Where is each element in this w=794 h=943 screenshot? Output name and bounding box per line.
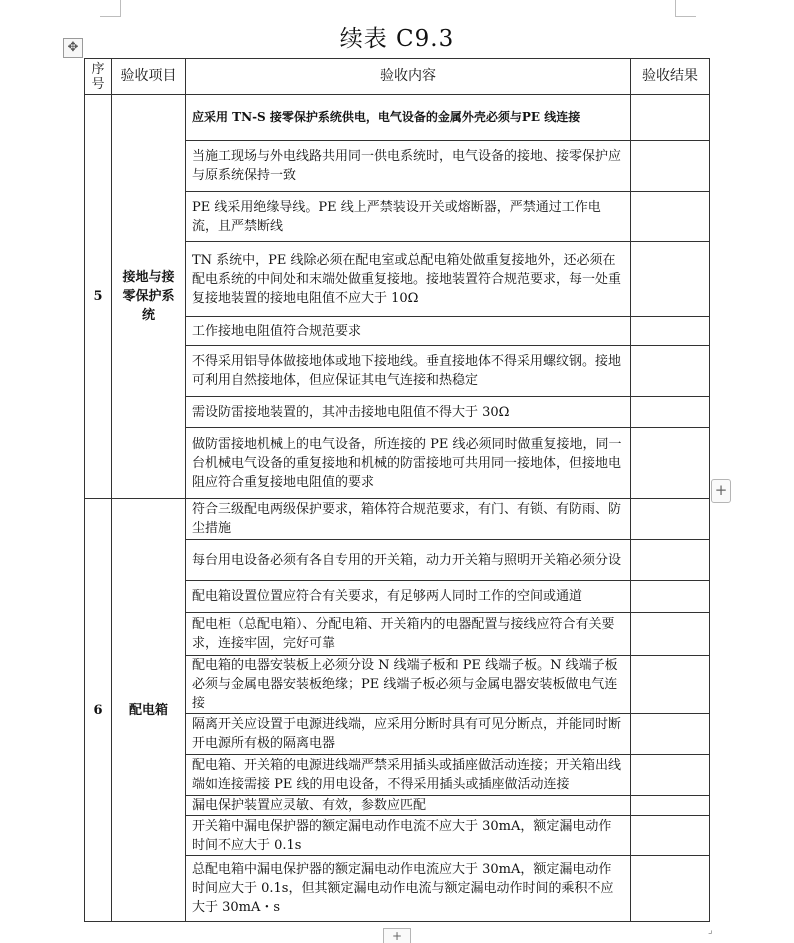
add-row-plus-icon[interactable]: + (711, 479, 731, 503)
item-cell: 配电箱 (112, 499, 186, 922)
page-title: 续表 C9.3 (339, 26, 455, 52)
content-cell[interactable]: 工作接地电阻值符合规范要求 (186, 317, 631, 346)
result-cell[interactable] (631, 796, 710, 816)
content-cell[interactable]: 当施工现场与外电线路共用同一供电系统时，电气设备的接地、接零保护应与原系统保持一致 (186, 141, 631, 192)
content-cell[interactable]: 开关箱中漏电保护器的额定漏电动作电流不应大于 30mA，额定漏电动作时间不应大于 0.1s (186, 816, 631, 856)
table-resize-handle-icon[interactable]: ⌟ (708, 925, 713, 936)
add-column-plus-icon[interactable]: + (383, 928, 411, 943)
content-cell[interactable]: 配电柜（总配电箱）、分配电箱、开关箱内的电器配置与接线应符合有关要求，连接牢固，完好可靠 (186, 613, 631, 656)
result-cell[interactable] (631, 317, 710, 346)
result-cell[interactable] (631, 397, 710, 428)
result-cell[interactable] (631, 581, 710, 613)
result-cell[interactable] (631, 95, 710, 141)
table-row (85, 95, 710, 141)
result-cell[interactable] (631, 428, 710, 499)
content-cell[interactable]: 应采用 TN-S 接零保护系统供电，电气设备的金属外壳必须与PE 线连接 (186, 95, 631, 141)
acceptance-table (84, 58, 710, 922)
header-seq: 序号 (85, 59, 112, 95)
content-cell[interactable]: 配电箱的电器安装板上必须分设 N 线端子板和 PE 线端子板。N 线端子板必须与金属电器安装板绝缘；PE 线端子板必须与金属电器安装板做电气连接 (186, 656, 631, 714)
item-cell: 接地与接零保护系统 (112, 95, 186, 499)
content-cell[interactable]: 每台用电设备必须有各自专用的开关箱，动力开关箱与照明开关箱必须分设 (186, 540, 631, 581)
content-cell[interactable]: 配电箱、开关箱的电源进线端严禁采用插头或插座做活动连接；开关箱出线端如连接需接 PE 线的用电设备，不得采用插头或插座做活动连接 (186, 755, 631, 796)
content-cell[interactable]: 做防雷接地机械上的电气设备，所连接的 PE 线必须同时做重复接地，同一台机械电气设备的重复接地和机械的防雷接地可共用同一接地体，但接地电阻应符合重复接地电阻值的要求 (186, 428, 631, 499)
result-cell[interactable] (631, 656, 710, 714)
result-cell[interactable] (631, 242, 710, 317)
content-cell[interactable]: 总配电箱中漏电保护器的额定漏电动作电流应大于 30mA，额定漏电动作时间应大于 0.1s，但其额定漏电动作电流与额定漏电动作时间的乘积不应大于 30mA・s (186, 856, 631, 922)
content-cell[interactable]: 符合三级配电两级保护要求，箱体符合规范要求，有门、有锁、有防雨、防尘措施 (186, 499, 631, 540)
content-cell[interactable]: TN 系统中，PE 线除必须在配电室或总配电箱处做重复接地外，还必须在配电系统的中间处和末端处做重复接地。接地装置符合规范要求，每一处重复接地装置的接地电阻值不应大于 10Ω (186, 242, 631, 317)
result-cell[interactable] (631, 613, 710, 656)
content-cell[interactable]: 配电箱设置位置应符合有关要求，有足够两人同时工作的空间或通道 (186, 581, 631, 613)
result-cell[interactable] (631, 141, 710, 192)
table-header-row (85, 59, 710, 95)
result-cell[interactable] (631, 714, 710, 755)
result-cell[interactable] (631, 856, 710, 922)
seq-cell: 6 (85, 499, 112, 922)
header-content: 验收内容 (186, 59, 631, 95)
result-cell[interactable] (631, 755, 710, 796)
result-cell[interactable] (631, 192, 710, 242)
result-cell[interactable] (631, 816, 710, 856)
content-cell[interactable]: 不得采用铝导体做接地体或地下接地线。垂直接地体不得采用螺纹钢。接地可利用自然接地体，但应保证其电气连接和热稳定 (186, 346, 631, 397)
result-cell[interactable] (631, 499, 710, 540)
content-cell[interactable]: 需设防雷接地装置的，其冲击接地电阻值不得大于 30Ω (186, 397, 631, 428)
header-item: 验收项目 (112, 59, 186, 95)
content-cell[interactable]: PE 线采用绝缘导线。PE 线上严禁装设开关或熔断器，严禁通过工作电流，且严禁断线 (186, 192, 631, 242)
header-result: 验收结果 (631, 59, 710, 95)
page-corner-mark-right (675, 0, 696, 17)
table-row (85, 499, 710, 540)
result-cell[interactable] (631, 346, 710, 397)
content-cell[interactable]: 漏电保护装置应灵敏、有效，参数应匹配 (186, 796, 631, 816)
page-corner-mark-left (100, 0, 121, 17)
table-move-handle-icon[interactable]: ✥ (63, 38, 83, 58)
result-cell[interactable] (631, 540, 710, 581)
content-cell[interactable]: 隔离开关应设置于电源进线端，应采用分断时具有可见分断点，并能同时断开电源所有极的隔离电器 (186, 714, 631, 755)
seq-cell: 5 (85, 95, 112, 499)
